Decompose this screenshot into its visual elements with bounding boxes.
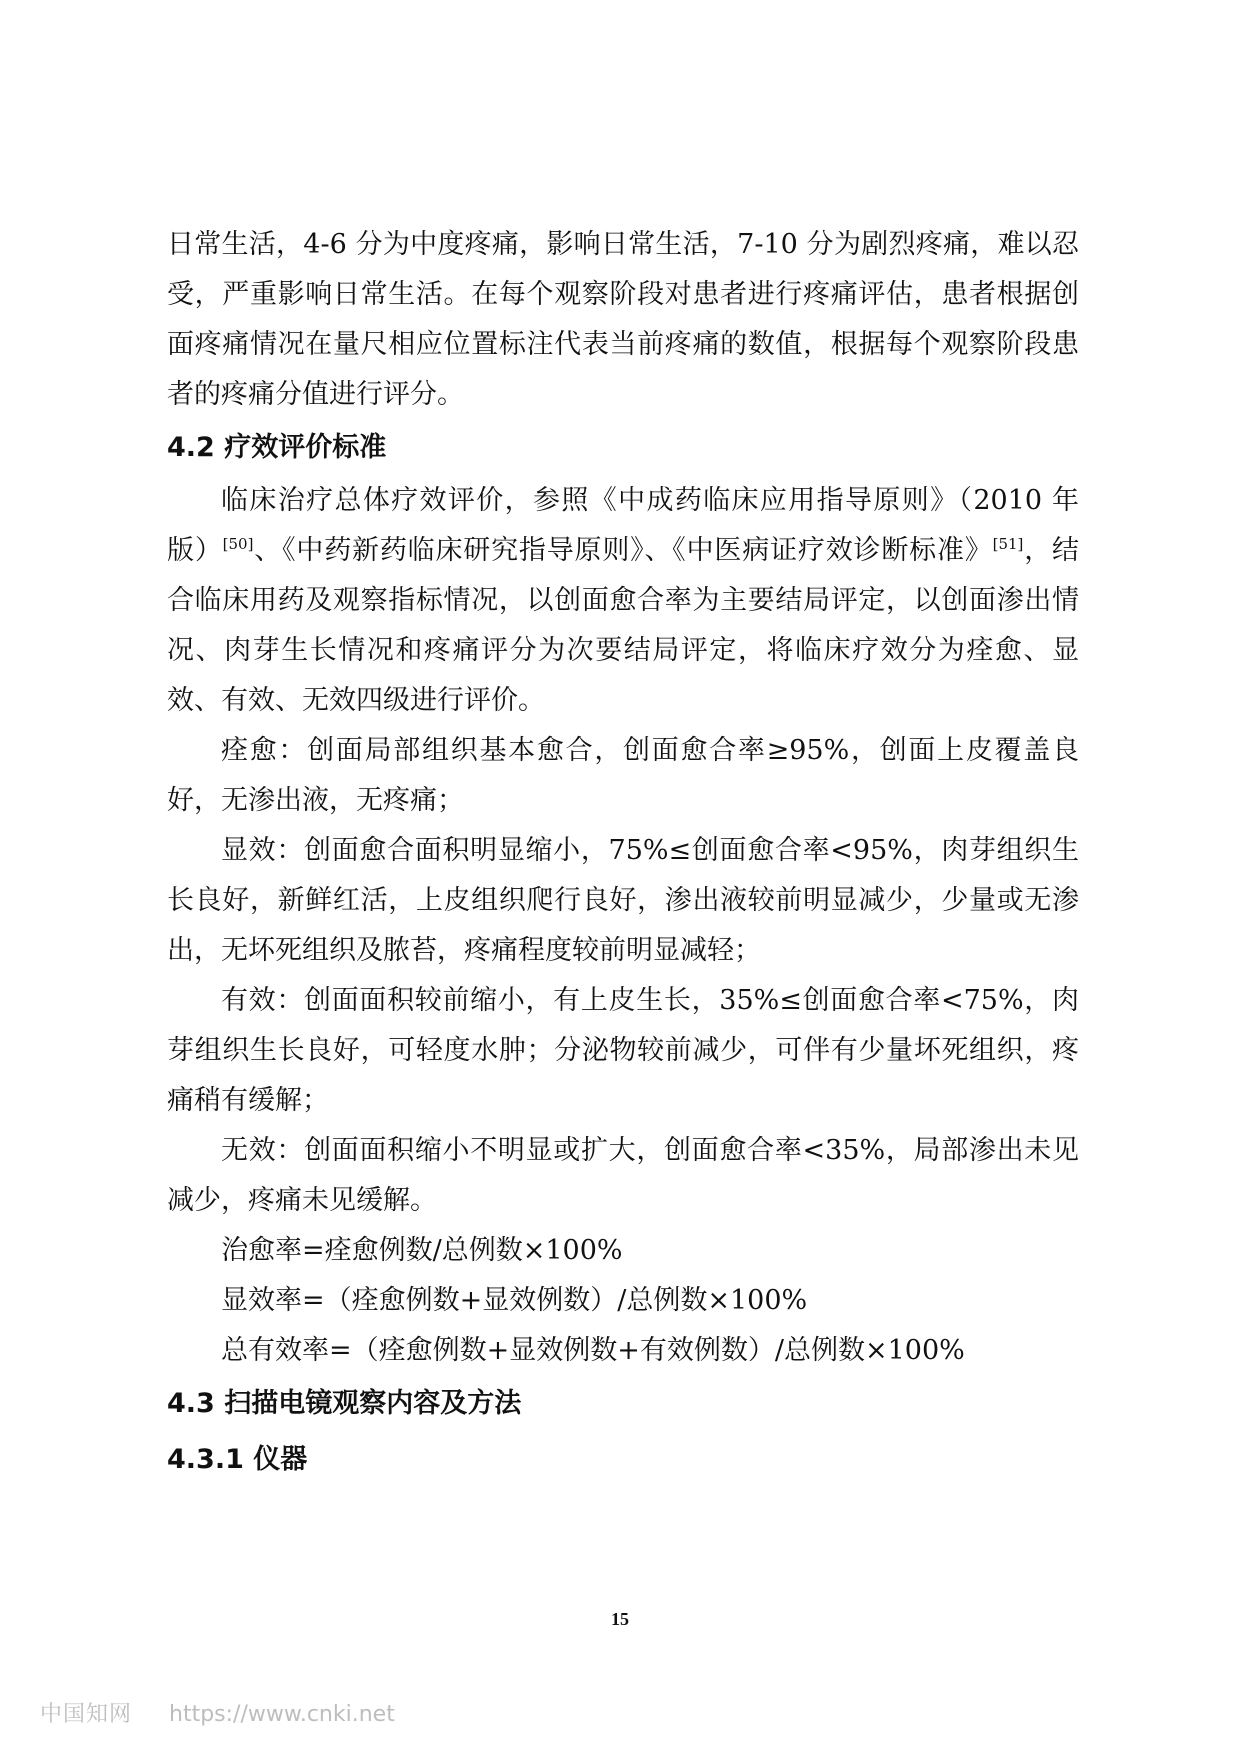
page-body (167, 220, 1079, 1488)
formula-total-rate: 总有效率=（痊愈例数+显效例数+有效例数）/总例数×100% (221, 1335, 965, 1366)
page-number: 15 (611, 1609, 629, 1629)
heading-4-2: 4.2 疗效评价标准 (167, 432, 387, 463)
cnki-brand: 中国知网 (40, 1702, 133, 1727)
paragraph-text-part: ，结合临床用药及观察指标情况，以创面愈合率为主要结局评定，以创面渗出情况、肉芽生长情况和疼痛评分为次要结局评定，将临床疗效分为痊愈、显效、有效、无效四级进行评价。 (167, 535, 1080, 716)
paragraph-evaluation-reference (167, 476, 1079, 726)
formula-cure-rate: 治愈率=痊愈例数/总例数×100% (221, 1235, 623, 1266)
paragraph-text-part: 临床治疗总体疗效评价，参照《中成药临床应用指导原则》（2010 年版） (167, 485, 1079, 566)
citation-51: [51] (992, 535, 1024, 553)
paragraph-markedly-effective: 显效：创面愈合面积明显缩小，75%≤创面愈合率<95%，肉芽组织生长良好，新鲜红活，上皮组织爬行良好，渗出液较前明显减少，少量或无渗出，无坏死组织及脓苔，疼痛程度较前明显减轻； (167, 835, 1079, 966)
paragraph-ineffective: 无效：创面面积缩小不明显或扩大，创面愈合率<35%，局部渗出未见减少，疼痛未见缓解。 (167, 1135, 1079, 1216)
citation-50: [50] (222, 535, 254, 553)
heading-4-3: 4.3 扫描电镜观察内容及方法 (167, 1388, 522, 1419)
paragraph-cured: 痊愈：创面局部组织基本愈合，创面愈合率≥95%，创面上皮覆盖良好，无渗出液，无疼痛； (167, 735, 1079, 816)
paragraph-effective: 有效：创面面积较前缩小，有上皮生长，35%≤创面愈合率<75%，肉芽组织生长良好，可轻度水肿；分泌物较前减少，可伴有少量坏死组织，疼痛稍有缓解； (167, 985, 1079, 1116)
formula-marked-rate: 显效率=（痊愈例数+显效例数）/总例数×100% (221, 1285, 808, 1316)
heading-4-3-1: 4.3.1 仪器 (167, 1444, 308, 1475)
cnki-url: https://www.cnki.net (169, 1702, 395, 1727)
watermark-footer (40, 1697, 395, 1728)
paragraph-pain-scale: 日常生活，4-6 分为中度疼痛，影响日常生活，7-10 分为剧烈疼痛，难以忍受，严重影响日常生活。在每个观察阶段对患者进行疼痛评估，患者根据创面疼痛情况在量尺相应位置标注代表当前疼痛的数值，根据每个观察阶段患者的疼痛分值进行评分。 (167, 229, 1079, 410)
paragraph-text-part: 、《中药新药临床研究指导原则》、《中医病证疗效诊断标准》 (253, 535, 993, 566)
